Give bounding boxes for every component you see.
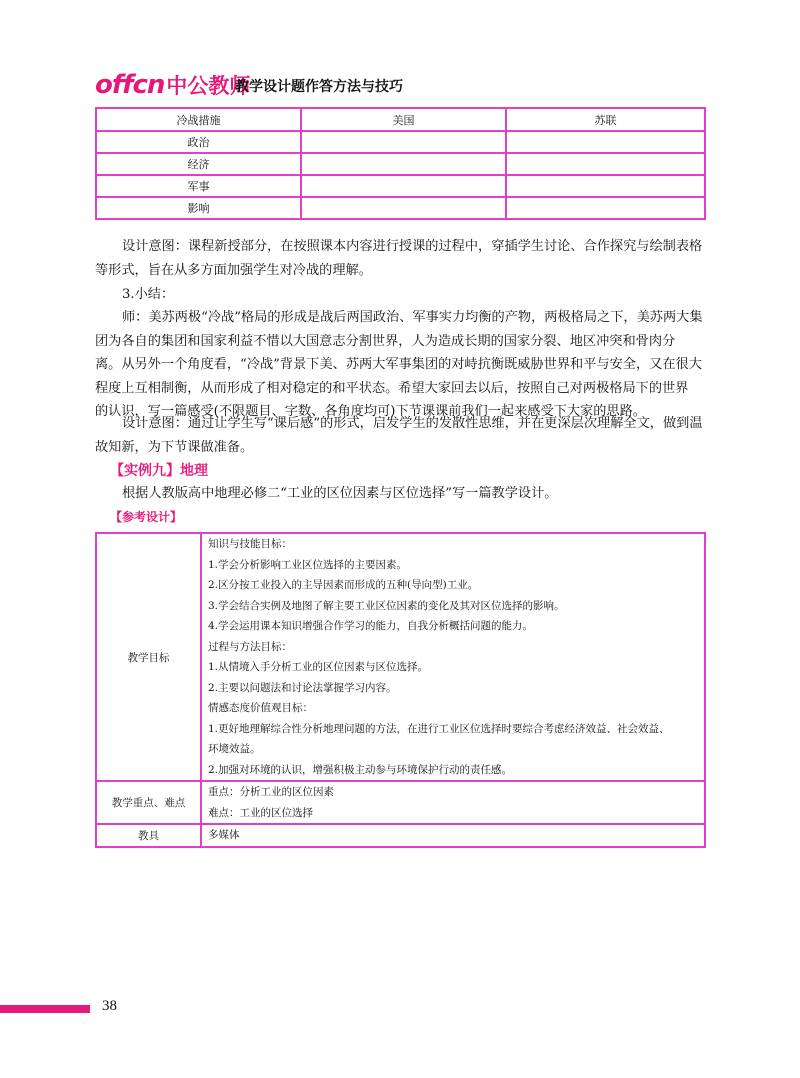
table-row [96, 824, 705, 847]
goal-line: 3.学会结合实例及地图了解主要工业区位因素的变化及其对区位选择的影响。 [208, 599, 565, 612]
goal-line: 2.主要以问题法和讨论法掌握学习内容。 [208, 681, 397, 694]
text-line: 设计意图：通过让学生写“课后感”的形式，启发学生的发散性思维，并在更深层次理解全文，做到温 [122, 416, 703, 431]
logo-latin: offcn [95, 70, 165, 100]
table-row [96, 197, 705, 219]
cold-war-table [95, 107, 706, 220]
goal-line: 4.学会运用课本知识增强合作学习的能力，自我分析概括问题的能力。 [208, 620, 534, 632]
text-line: 故知新，为下节课做准备。 [95, 439, 254, 455]
text-line: 团为各自的集团和国家利益不惜以大国意志分割世界，人为造成长期的国家分裂、地区冲突和骨肉分 [95, 333, 676, 349]
key-points-content [201, 781, 705, 824]
goal-line: 知识与技能目标： [208, 538, 292, 550]
row-label: 影响 [96, 197, 301, 219]
text-line: 程度上互相制衡，从而形成了相对稳定的和平状态。希望大家回去以后，按照自己对两极格局下的世界 [95, 380, 689, 396]
table-cell [301, 175, 506, 197]
goal-content [201, 533, 705, 781]
table-cell [506, 197, 705, 219]
design-intent-2 [95, 412, 709, 459]
text-line: 3.小结： [122, 287, 175, 302]
table-header-cell: 苏联 [506, 108, 705, 131]
table-cell [506, 175, 705, 197]
row-label: 政治 [96, 131, 301, 153]
design-intent-1 [95, 235, 709, 282]
lesson-design-table [95, 532, 706, 848]
example-title: 【实例九】地理 [110, 463, 208, 479]
row-label: 军事 [96, 175, 301, 197]
goal-line: 过程与方法目标： [208, 640, 292, 653]
table-cell [506, 153, 705, 175]
table-cell [301, 153, 506, 175]
goal-line: 2.加强对环境的认识，增强积极主动参与环境保护行动的责任感。 [208, 763, 513, 776]
logo-chinese: 中公教师 [166, 74, 251, 98]
table-row [96, 153, 705, 175]
tool-value: 多媒体 [208, 829, 240, 841]
text-line: 的认识，写一篇感受(不限题目、字数、各角度均可)下节课课前我们一起来感受下大家的思路。 [95, 404, 646, 419]
goal-line: 环境效益。 [208, 743, 261, 755]
table-row [96, 175, 705, 197]
goal-line: 1.从情境入手分析工业的区位因素与区位选择。 [208, 661, 429, 673]
table-cell [301, 131, 506, 153]
reference-design-title: 【参考设计】 [110, 510, 183, 524]
table-row [96, 131, 705, 153]
key-points-label: 教学重点、难点 [96, 781, 201, 824]
header-title: 教学设计题作答方法与技巧 [235, 79, 403, 95]
text-line: 师：美苏两极“冷战”格局的形成是战后两国政治、军事实力均衡的产物，两极格局之下，美苏两大集 [122, 310, 703, 325]
footer-accent-bar [0, 1005, 90, 1013]
row-label: 经济 [96, 153, 301, 175]
table-row [96, 781, 705, 824]
key-line: 难点：工业的区位选择 [208, 806, 313, 819]
table-row [96, 533, 705, 781]
offcn-logo [95, 70, 250, 100]
goal-line: 1.学会分析影响工业区位选择的主要因素。 [208, 558, 408, 571]
table-cell [301, 197, 506, 219]
goal-line: 2.区分按工业投入的主导因素而形成的五种(导向型)工业。 [208, 579, 479, 591]
page-header [95, 70, 715, 102]
page-number: 38 [102, 998, 117, 1014]
summary-heading [95, 283, 709, 307]
table-header-cell: 美国 [301, 108, 506, 131]
tools-label: 教具 [96, 824, 201, 847]
table-cell [506, 131, 705, 153]
table-header-cell: 冷战措施 [96, 108, 301, 131]
table-header-row [96, 108, 705, 131]
goal-label: 教学目标 [96, 533, 201, 781]
key-line: 重点：分析工业的区位因素 [208, 786, 334, 798]
teacher-paragraph [95, 306, 709, 424]
example-description [95, 482, 709, 506]
tools-content [201, 824, 705, 847]
goal-line: 情感态度价值观目标： [208, 702, 313, 714]
text-line: 根据人教版高中地理必修二“工业的区位因素与区位选择”写一篇教学设计。 [122, 486, 558, 501]
text-line: 设计意图：课程新授部分，在按照课本内容进行授课的过程中，穿插学生讨论、合作探究与绘制表格 [122, 239, 703, 254]
goal-line: 1.更好地理解综合性分析地理问题的方法，在进行工业区位选择时要综合考虑经济效益、社会效益、 [208, 722, 670, 735]
text-line: 离。从另外一个角度看，“冷战”背景下美、苏两大军事集团的对峙抗衡既威胁世界和平与安全，又在很大 [95, 357, 702, 372]
text-line: 等形式，旨在从多方面加强学生对冷战的理解。 [95, 262, 372, 278]
